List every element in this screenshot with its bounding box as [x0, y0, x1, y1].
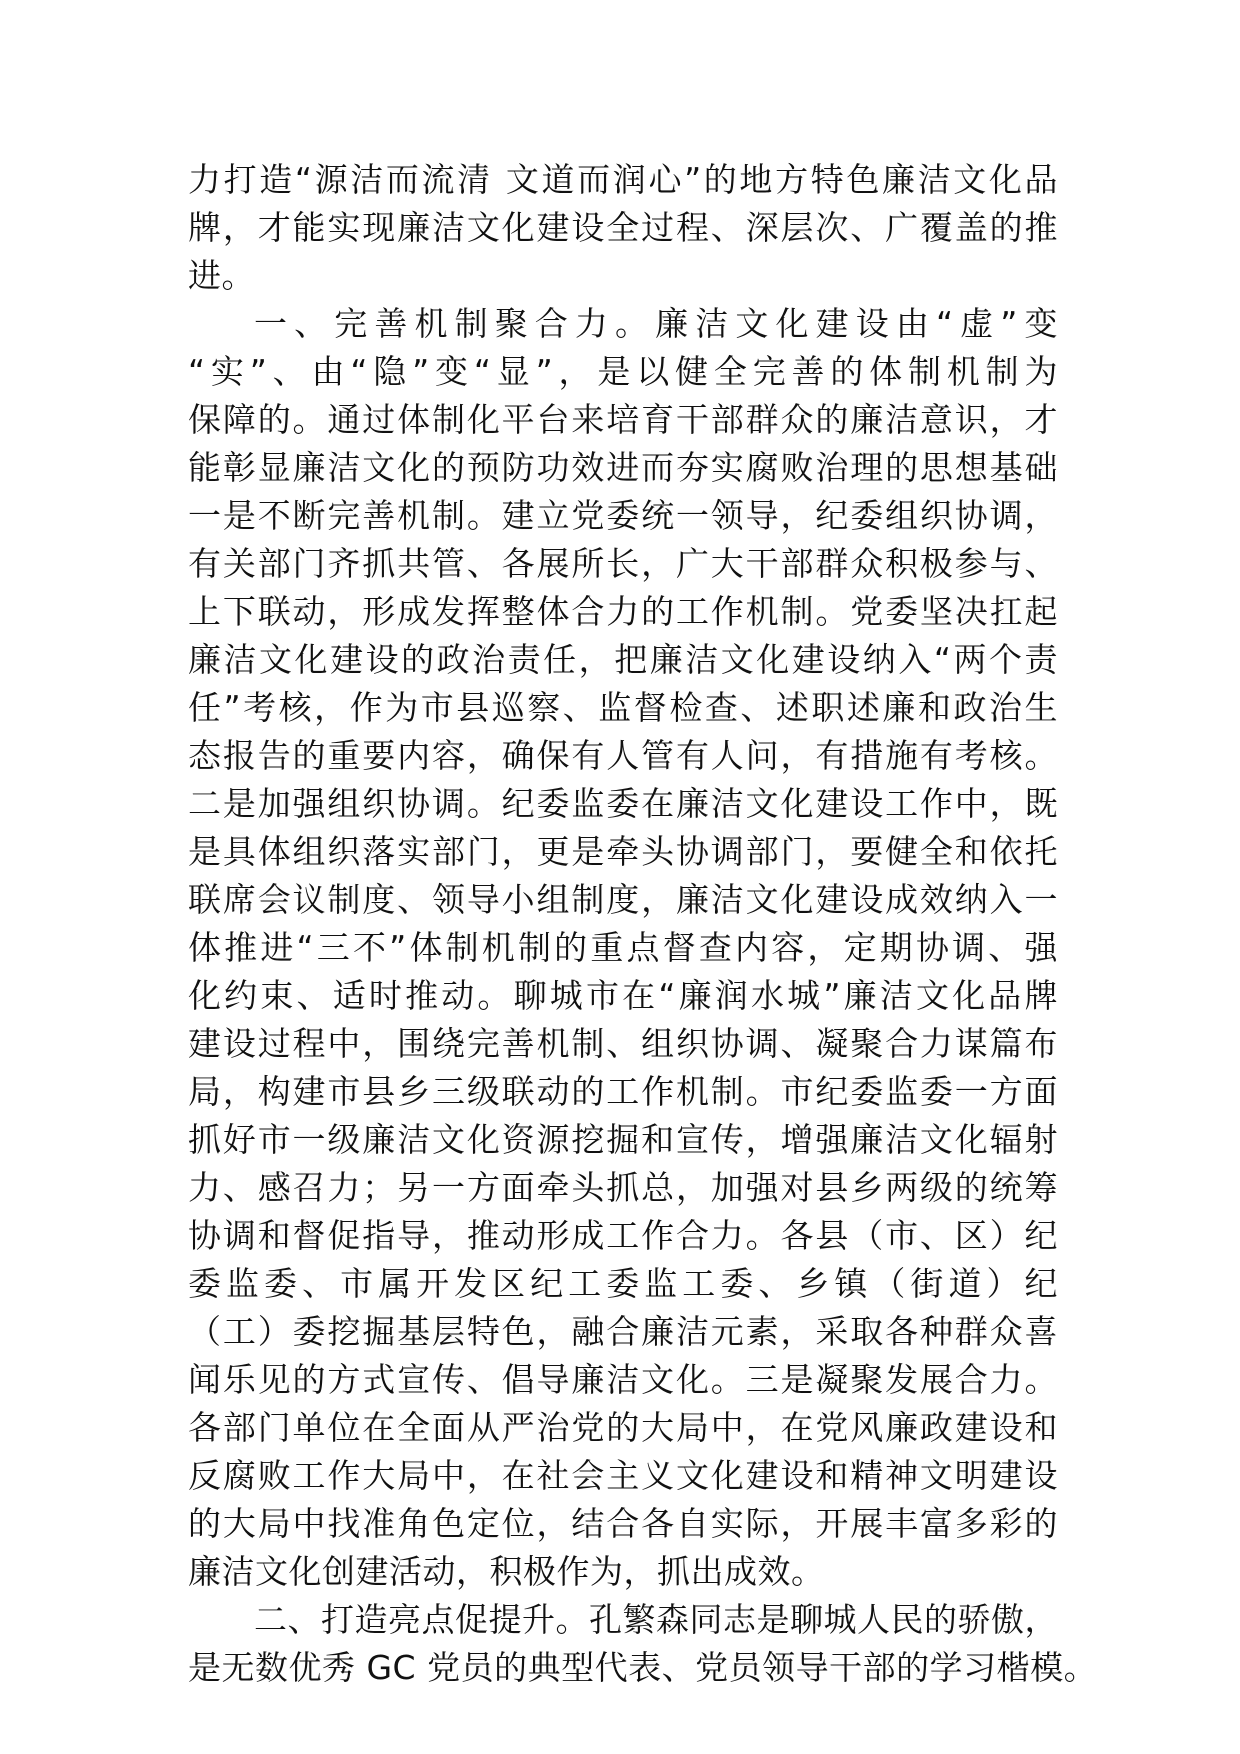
text-line: 的大局中找准角色定位，结合各自实际，开展丰富多彩的 [188, 1504, 1058, 1543]
text-line: 抓好市一级廉洁文化资源挖掘和宣传，增强廉洁文化辐射 [188, 1120, 1058, 1159]
body-text [188, 156, 1098, 1692]
text-line: 力、感召力；另一方面牵头抓总，加强对县乡两级的统筹 [188, 1168, 1058, 1207]
text-line: 上下联动，形成发挥整体合力的工作机制。党委坚决扛起 [188, 592, 1058, 631]
text-line: 态报告的重要内容，确保有人管有人问，有措施有考核。 [188, 736, 1058, 775]
text-line: 化约束、适时推动。聊城市在“廉润水城”廉洁文化品牌 [188, 976, 1058, 1015]
text-line: 是无数优秀 GC 党员的典型代表、党员领导干部的学习楷模。 [188, 1648, 1098, 1687]
text-line: 建设过程中，围绕完善机制、组织协调、凝聚合力谋篇布 [188, 1024, 1058, 1063]
text-line: 委监委、市属开发区纪工委监工委、乡镇（街道）纪 [188, 1264, 1058, 1303]
text-line: 力打造“源洁而流清 文道而润心”的地方特色廉洁文化品 [188, 160, 1058, 199]
text-line: 协调和督促指导，推动形成工作合力。各县（市、区）纪 [188, 1216, 1058, 1255]
text-line: 联席会议制度、领导小组制度，廉洁文化建设成效纳入一 [188, 880, 1058, 919]
text-line: 有关部门齐抓共管、各展所长，广大干部群众积极参与、 [188, 544, 1058, 583]
text-line: 一是不断完善机制。建立党委统一领导，纪委组织协调， [188, 496, 1058, 535]
text-line: 二是加强组织协调。纪委监委在廉洁文化建设工作中，既 [188, 784, 1058, 823]
text-line: （工）委挖掘基层特色，融合廉洁元素，采取各种群众喜 [188, 1312, 1058, 1351]
text-line: 廉洁文化建设的政治责任，把廉洁文化建设纳入“两个责 [188, 640, 1058, 679]
text-line: 反腐败工作大局中，在社会主义文化建设和精神文明建设 [188, 1456, 1058, 1495]
text-line: 是具体组织落实部门，更是牵头协调部门，要健全和依托 [188, 832, 1058, 871]
text-line: “实”、由“隐”变“显”，是以健全完善的体制机制为 [188, 352, 1058, 391]
text-line: 能彰显廉洁文化的预防功效进而夯实腐败治理的思想基础 [188, 448, 1058, 487]
section-heading-line: 一、完善机制聚合力。廉洁文化建设由“虚”变 [254, 304, 1058, 343]
section-heading-line: 二、打造亮点促提升。孔繁森同志是聊城人民的骄傲， [254, 1600, 1058, 1639]
text-line: 任”考核，作为市县巡察、监督检查、述职述廉和政治生 [188, 688, 1058, 727]
text-line: 各部门单位在全面从严治党的大局中，在党风廉政建设和 [188, 1408, 1058, 1447]
text-line: 牌，才能实现廉洁文化建设全过程、深层次、广覆盖的推 [188, 208, 1058, 247]
text-line: 保障的。通过体制化平台来培育干部群众的廉洁意识，才 [188, 400, 1058, 439]
text-line: 进。 [188, 256, 255, 295]
text-line: 廉洁文化创建活动，积极作为，抓出成效。 [188, 1552, 825, 1591]
text-line: 体推进“三不”体制机制的重点督查内容，定期协调、强 [188, 928, 1058, 967]
text-line: 局，构建市县乡三级联动的工作机制。市纪委监委一方面 [188, 1072, 1058, 1111]
text-line: 闻乐见的方式宣传、倡导廉洁文化。三是凝聚发展合力。 [188, 1360, 1058, 1399]
